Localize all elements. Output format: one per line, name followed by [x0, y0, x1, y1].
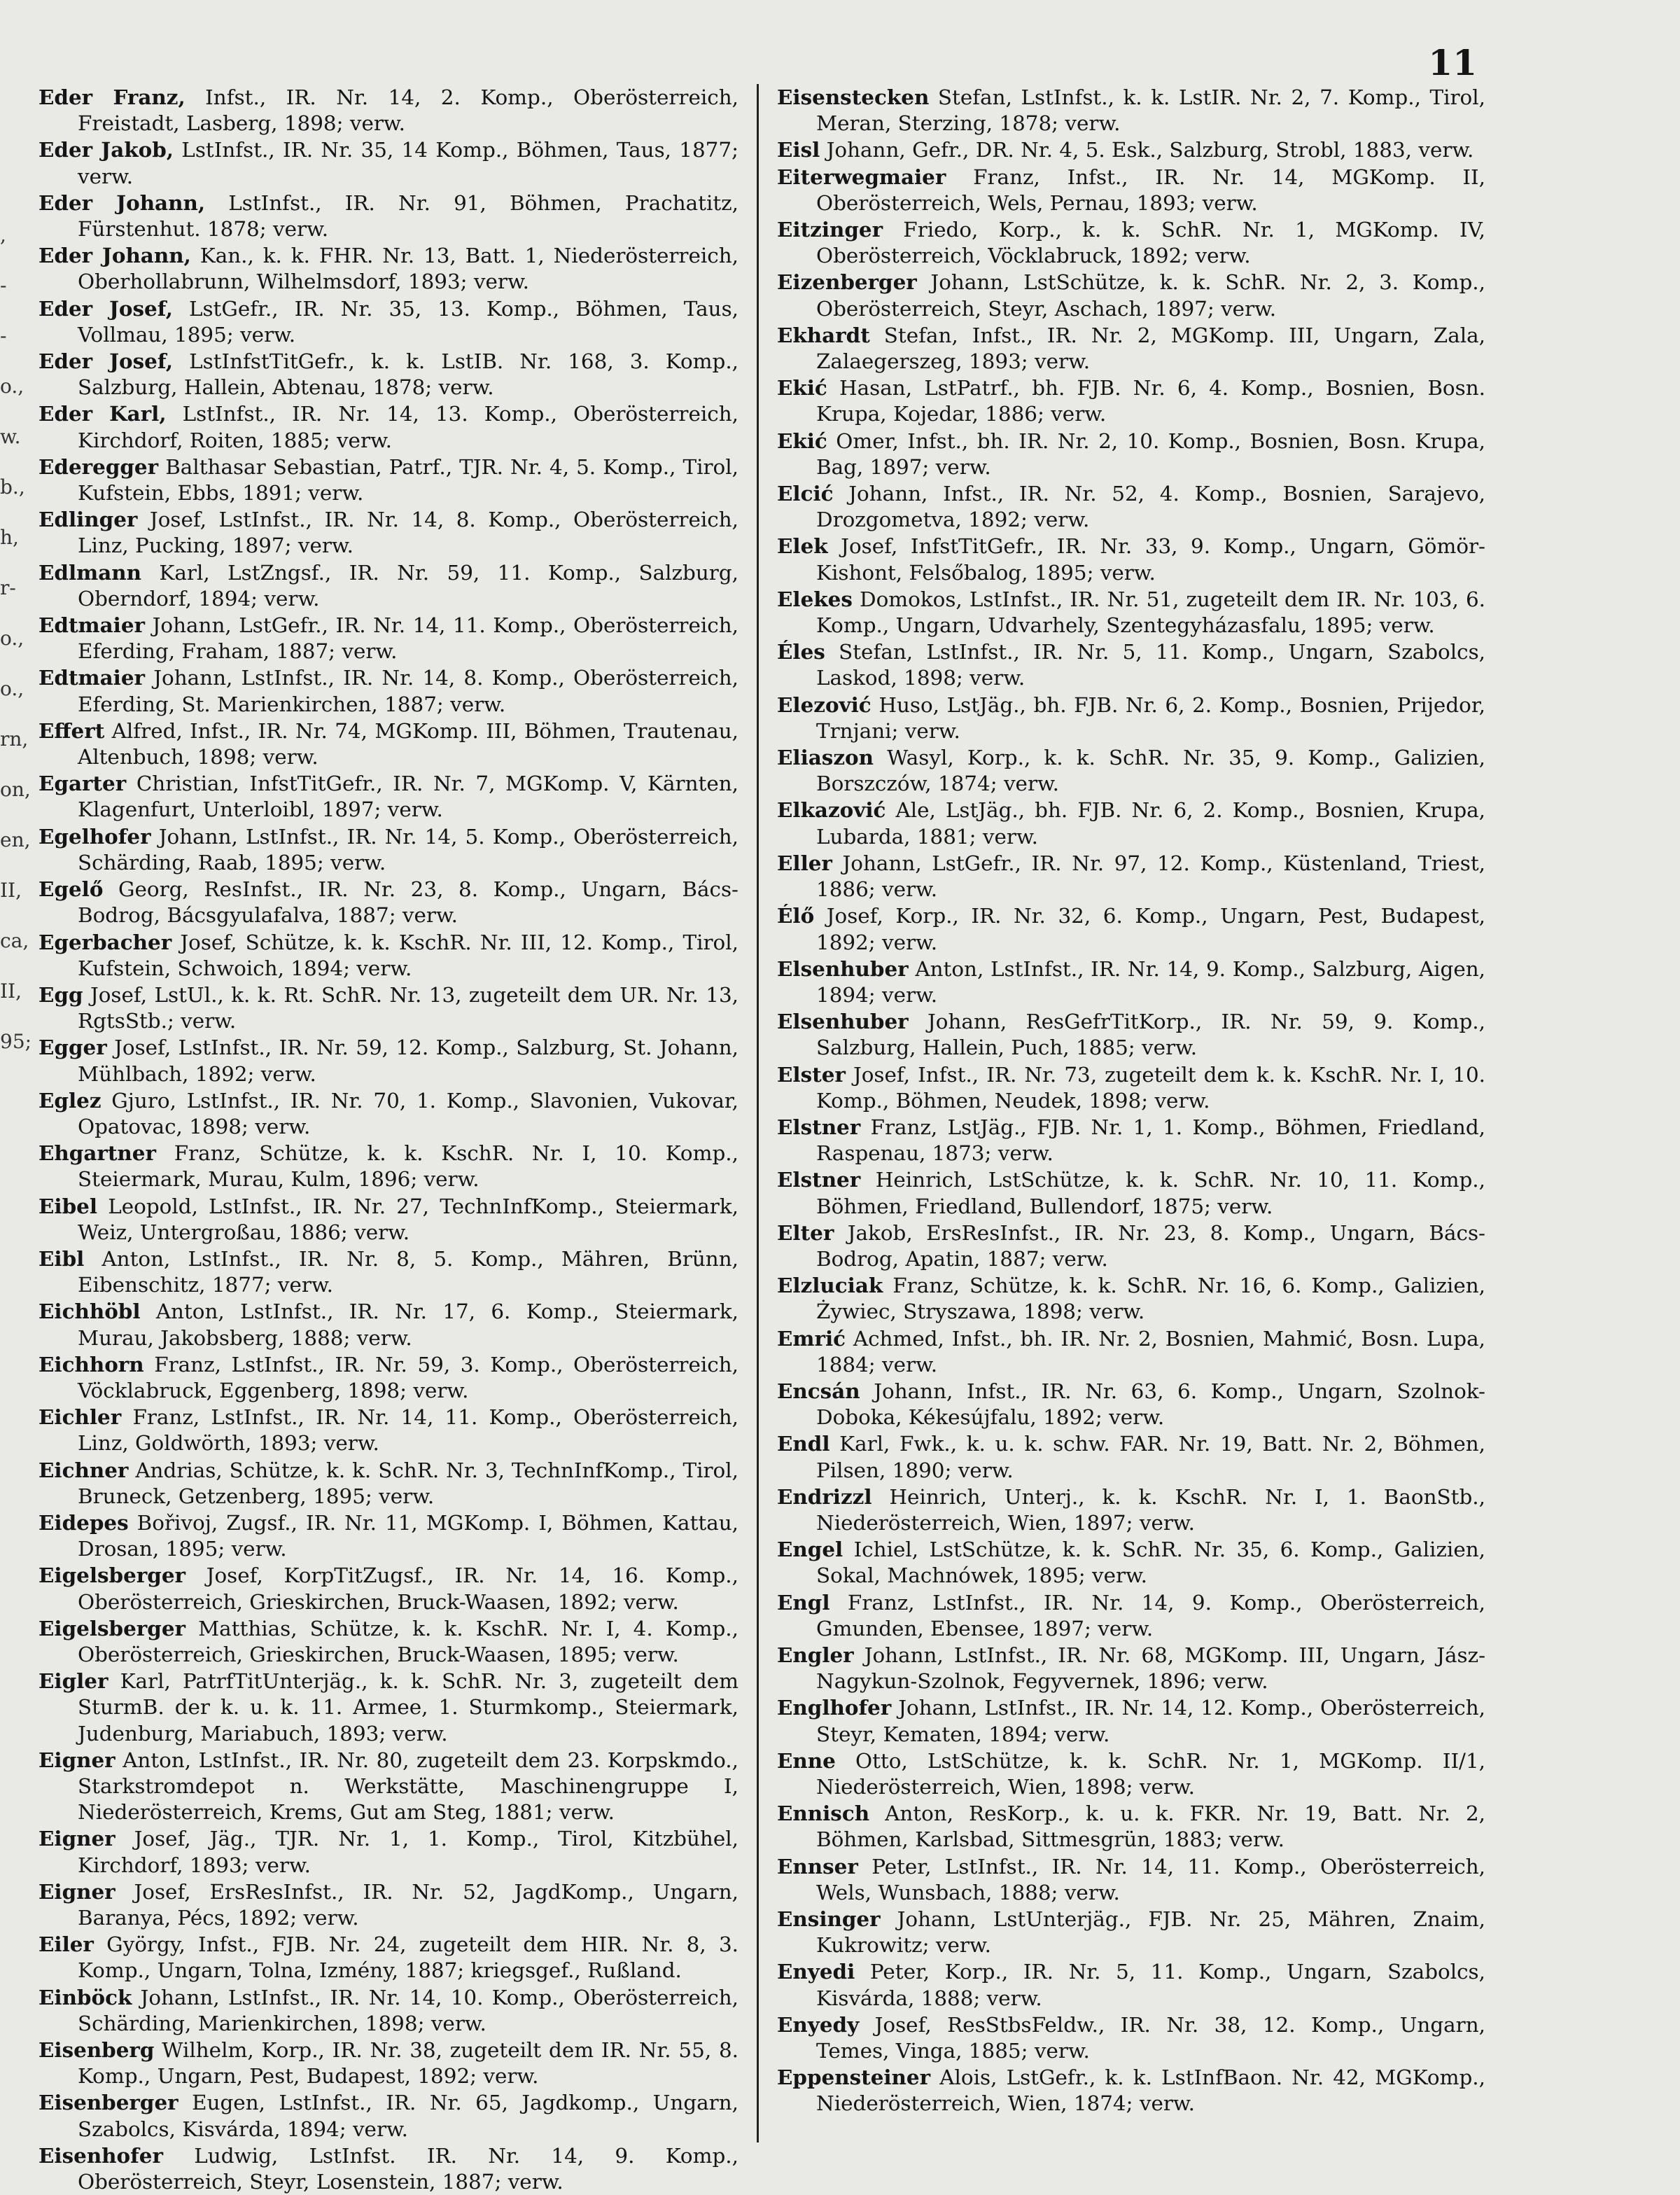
- page-number: 11: [1428, 42, 1477, 83]
- entry-details: Ludwig, LstInfst. IR. Nr. 14, 9. Komp., Oberösterreich, Steyr, Losenstein, 1887; verw.: [78, 2143, 738, 2194]
- entry-surname: Effert: [38, 718, 105, 743]
- edge-mark: rn,: [0, 727, 29, 751]
- register-entry: [777, 533, 1485, 585]
- entry-details: Wasyl, Korp., k. k. SchR. Nr. 35, 9. Komp., Galizien, Borszczów, 1874; verw.: [816, 746, 1485, 796]
- register-entry: [38, 823, 738, 876]
- entry-details: LstGefr., IR. Nr. 35, 13. Komp., Böhmen, Taus, Vollmau, 1895; verw.: [78, 296, 738, 347]
- register-entry: [777, 480, 1485, 533]
- entry-surname: Egerbacher: [38, 929, 172, 954]
- entry-details: Johann, LstInfst., IR. Nr. 68, MGKomp. III, Ungarn, Jász-Nagykun-Szolnok, Fegyvernek, 1896; verw.: [816, 1643, 1485, 1694]
- register-entry: [777, 216, 1485, 269]
- entry-surname: Eiler: [38, 1932, 94, 1957]
- register-entry: [777, 586, 1485, 639]
- register-entry: [38, 1457, 738, 1510]
- register-entry: [777, 1378, 1485, 1430]
- entry-details: Josef, KorpTitZugsf., IR. Nr. 14, 16. Komp., Oberösterreich, Grieskirchen, Bruck-Waasen, 1892; verw.: [78, 1563, 738, 1614]
- register-entry: [38, 718, 738, 770]
- register-entry: [38, 348, 738, 400]
- register-entry: [38, 1087, 738, 1140]
- entry-details: Christian, InfstTitGefr., IR. Nr. 7, MGKomp. V, Kärnten, Klagenfurt, Unterloibl, 1897; verw.: [78, 772, 738, 822]
- entry-surname: Elzluciak: [777, 1273, 883, 1298]
- entry-details: Friedo, Korp., k. k. SchR. Nr. 1, MGKomp. IV, Oberösterreich, Vöcklabruck, 1892; verw.: [816, 218, 1485, 268]
- register-entry: [38, 1747, 738, 1826]
- entry-surname: Eder Josef,: [38, 295, 173, 321]
- entry-surname: Eichner: [38, 1457, 129, 1482]
- entry-surname: Elster: [777, 1061, 846, 1087]
- entry-surname: Ekić: [777, 375, 827, 400]
- entry-details: Alois, LstGefr., k. k. LstInfBaon. Nr. 42, MGKomp., Niederösterreich, Wien, 1874; verw.: [816, 2065, 1485, 2116]
- register-entry: [777, 1694, 1485, 1747]
- entry-surname: Elezović: [777, 692, 872, 717]
- register-entry: [777, 164, 1485, 216]
- register-entry: [38, 982, 738, 1034]
- entry-surname: Eller: [777, 850, 832, 875]
- entry-details: Stefan, Infst., IR. Nr. 2, MGKomp. III, Ungarn, Zala, Zalaegerszeg, 1893; verw.: [816, 323, 1485, 374]
- entry-surname: Engler: [777, 1642, 854, 1667]
- register-entry: [777, 692, 1485, 744]
- entry-surname: Enyedy: [777, 2012, 860, 2037]
- entry-details: Josef, Infst., IR. Nr. 73, zugeteilt dem k. k. KschR. Nr. I, 10. Komp., Böhmen, Neudek, 1898; verw.: [816, 1062, 1485, 1113]
- entry-surname: Engel: [777, 1537, 844, 1562]
- entry-surname: Englhofer: [777, 1695, 892, 1720]
- entry-surname: Eichler: [38, 1405, 122, 1430]
- entry-surname: Eigelsberger: [38, 1615, 186, 1640]
- entry-details: Andrias, Schütze, k. k. SchR. Nr. 3, TechnInfKomp., Tirol, Bruneck, Getzenberg, 1895; verw.: [78, 1458, 738, 1508]
- register-entry: [777, 797, 1485, 849]
- entry-surname: Engl: [777, 1589, 830, 1615]
- entry-details: Johann, LstInfst., IR. Nr. 14, 8. Komp., Oberösterreich, Eferding, St. Marienkirchen, 1887; verw.: [78, 666, 738, 716]
- entry-details: Johann, ResGefrTitKorp., IR. Nr. 59, 9. Komp., Salzburg, Hallein, Puch, 1885; verw.: [816, 1010, 1485, 1060]
- entry-surname: Eiterwegmaier: [777, 164, 946, 189]
- register-entry: [777, 1114, 1485, 1166]
- entry-surname: Eigelsberger: [38, 1563, 186, 1588]
- register-entry: [38, 1615, 738, 1668]
- entry-surname: Eigler: [38, 1668, 108, 1694]
- register-entry: [777, 956, 1485, 1008]
- entry-details: Johann, LstGefr., IR. Nr. 14, 11. Komp., Oberösterreich, Eferding, Fraham, 1887; verw.: [78, 613, 738, 664]
- entry-details: Eugen, LstInfst., IR. Nr. 65, Jagdkomp., Ungarn, Szabolcs, Kisvárda, 1894; verw.: [78, 2091, 738, 2141]
- register-entry: [777, 1484, 1485, 1536]
- edge-mark: w.: [0, 425, 21, 448]
- entry-surname: Eisenberger: [38, 2090, 178, 2115]
- entry-surname: Elsenhuber: [777, 956, 909, 981]
- register-entry: [38, 1351, 738, 1404]
- register-entry: [38, 1668, 738, 1747]
- entry-details: Johann, LstUnterjäg., FJB. Nr. 25, Mähren, Znaim, Kukrowitz; verw.: [816, 1907, 1485, 1958]
- entry-details: LstInfstTitGefr., k. k. LstIB. Nr. 168, 3. Komp., Salzburg, Hallein, Abtenau, 1878; verw.: [78, 349, 739, 400]
- register-entry: [777, 1008, 1485, 1061]
- entry-surname: Ennisch: [777, 1801, 870, 1826]
- entry-surname: Ekić: [777, 428, 827, 453]
- entry-surname: Edlinger: [38, 507, 138, 532]
- entry-surname: Eigner: [38, 1747, 115, 1772]
- register-entry: [777, 1220, 1485, 1272]
- entry-details: Franz, Schütze, k. k. KschR. Nr. I, 10. Komp., Steiermark, Murau, Kulm, 1896; verw.: [78, 1141, 738, 1192]
- entry-details: Karl, LstZngsf., IR. Nr. 59, 11. Komp., Salzburg, Oberndorf, 1894; verw.: [78, 560, 738, 611]
- register-entry: [777, 850, 1485, 903]
- edge-mark: 95;: [0, 1030, 32, 1053]
- entry-details: Alfred, Infst., IR. Nr. 74, MGKomp. III, Böhmen, Trautenau, Altenbuch, 1898; verw.: [78, 718, 738, 769]
- edge-mark: II,: [0, 980, 22, 1003]
- register-entry: [777, 322, 1485, 375]
- entry-surname: Eder Johann,: [38, 243, 191, 268]
- entry-details: Huso, LstJäg., bh. FJB. Nr. 6, 2. Komp., Bosnien, Prijedor, Trnjani; verw.: [816, 692, 1485, 743]
- entry-surname: Eliaszon: [777, 745, 874, 770]
- entry-details: Johann, LstInfst., IR. Nr. 14, 12. Komp., Oberösterreich, Steyr, Kematen, 1894; verw.: [816, 1696, 1485, 1746]
- entry-details: Johann, Gefr., DR. Nr. 4, 5. Esk., Salzburg, Strobl, 1883, verw.: [820, 138, 1474, 162]
- edge-mark: ,: [0, 223, 6, 246]
- edge-mark: b.,: [0, 475, 25, 499]
- register-entry: [38, 1510, 738, 1562]
- entry-details: Georg, ResInfst., IR. Nr. 23, 8. Komp., Ungarn, Bács-Bodrog, Bácsgyulafalva, 1887; verw.: [78, 877, 738, 928]
- entry-surname: Enyedi: [777, 1959, 855, 1984]
- entry-details: Josef, LstUl., k. k. Rt. SchR. Nr. 13, zugeteilt dem UR. Nr. 13, RgtsStb.; verw.: [78, 982, 738, 1033]
- register-entry: [777, 428, 1485, 480]
- entry-details: Josef, LstInfst., IR. Nr. 14, 8. Komp., Oberösterreich, Linz, Pucking, 1897; verw.: [78, 508, 738, 558]
- entry-surname: Ennser: [777, 1853, 858, 1879]
- register-entry: [38, 190, 738, 242]
- entry-details: Franz, LstInfst., IR. Nr. 14, 9. Komp., Oberösterreich, Gmunden, Ebensee, 1897; verw.: [816, 1590, 1485, 1640]
- entry-details: Franz, LstJäg., FJB. Nr. 1, 1. Komp., Böhmen, Friedland, Raspenau, 1873; verw.: [816, 1115, 1485, 1166]
- entry-details: Heinrich, Unterj., k. k. KschR. Nr. I, 1. BaonStb., Niederösterreich, Wien, 1897; verw.: [816, 1484, 1485, 1535]
- entry-details: Johann, Infst., IR. Nr. 63, 6. Komp., Ungarn, Szolnok-Doboka, Kékesújfalu, 1892; verw.: [816, 1379, 1485, 1430]
- register-entry: [38, 612, 738, 664]
- entry-surname: Edtmaier: [38, 613, 146, 638]
- entry-surname: Elek: [777, 534, 828, 559]
- register-entry: [777, 2012, 1485, 2064]
- entry-surname: Elstner: [777, 1167, 861, 1192]
- register-entry: [38, 1825, 738, 1878]
- entry-details: LstInfst., IR. Nr. 14, 13. Komp., Oberösterreich, Kirchdorf, Roiten, 1885; verw.: [78, 402, 738, 452]
- entry-surname: Eppensteiner: [777, 2065, 931, 2090]
- register-entry: [38, 559, 738, 612]
- entry-details: Josef, ErsResInfst., IR. Nr. 52, JagdKomp., Ungarn, Baranya, Pécs, 1892; verw.: [78, 1879, 738, 1930]
- entry-details: Stefan, LstInfst., IR. Nr. 5, 11. Komp., Ungarn, Szabolcs, Laskod, 1898; verw.: [816, 640, 1485, 690]
- register-entry: [777, 1748, 1485, 1800]
- entry-details: Anton, LstInfst., IR. Nr. 8, 5. Komp., Mähren, Brünn, Eibenschitz, 1877; verw.: [78, 1246, 738, 1297]
- entry-details: Josef, Schütze, k. k. KschR. Nr. III, 12. Komp., Tirol, Kufstein, Schwoich, 1894; verw.: [78, 930, 738, 980]
- entry-details: Otto, LstSchütze, k. k. SchR. Nr. 1, MGKomp. II/1, Niederösterreich, Wien, 1898; verw.: [816, 1748, 1485, 1799]
- entry-surname: Ekhardt: [777, 322, 870, 347]
- entry-surname: Eder Jakob,: [38, 137, 174, 162]
- entry-surname: Elkazović: [777, 797, 886, 823]
- register-entry: [38, 1246, 738, 1298]
- entry-surname: Eizenberger: [777, 270, 917, 295]
- register-entry: [777, 1272, 1485, 1325]
- entry-surname: Egger: [38, 1035, 107, 1060]
- register-entry: [777, 269, 1485, 321]
- entry-surname: Eisenhofer: [38, 2142, 163, 2168]
- entry-surname: Ehgartner: [38, 1141, 156, 1166]
- register-entry: [38, 454, 738, 506]
- entry-details: Anton, LstInfst., IR. Nr. 14, 9. Komp., Salzburg, Aigen, 1894; verw.: [816, 956, 1485, 1007]
- entry-surname: Enne: [777, 1748, 836, 1773]
- edge-mark: -: [0, 324, 7, 347]
- entry-details: Johann, LstInfst., IR. Nr. 14, 5. Komp., Oberösterreich, Schärding, Raab, 1895; verw.: [78, 824, 738, 874]
- entry-details: Ale, LstJäg., bh. FJB. Nr. 6, 2. Komp., Bosnien, Krupa, Lubarda, 1881; verw.: [816, 798, 1485, 849]
- edge-mark: o.,: [0, 375, 24, 398]
- register-entry: [38, 1034, 738, 1087]
- entry-surname: Elekes: [777, 586, 853, 611]
- entry-details: Josef, Korp., IR. Nr. 32, 6. Komp., Ungarn, Pest, Budapest, 1892; verw.: [814, 904, 1485, 954]
- entry-surname: Eisenberg: [38, 2037, 155, 2063]
- register-entry: [38, 295, 738, 348]
- entry-surname: Ederegger: [38, 454, 159, 479]
- entry-surname: Eder Karl,: [38, 401, 167, 426]
- register-entry: [38, 2037, 738, 2089]
- register-entry: [38, 1404, 738, 1456]
- entry-details: Balthasar Sebastian, Patrf., TJR. Nr. 4, 5. Komp., Tirol, Kufstein, Ebbs, 1891; verw.: [78, 454, 738, 506]
- edge-mark: on,: [0, 778, 31, 801]
- register-entry: [777, 1906, 1485, 1958]
- edge-mark: ca,: [0, 929, 29, 952]
- entry-surname: Einböck: [38, 1984, 132, 2009]
- left-column: [38, 84, 738, 2195]
- entry-surname: Endrizzl: [777, 1484, 872, 1509]
- edge-mark: o.,: [0, 627, 24, 650]
- register-entry: [777, 1430, 1485, 1483]
- entry-details: Josef, LstInfst., IR. Nr. 59, 12. Komp., Salzburg, St. Johann, Mühlbach, 1892; verw.: [78, 1036, 738, 1086]
- entry-surname: Elter: [777, 1220, 834, 1245]
- entry-surname: Ensinger: [777, 1907, 881, 1932]
- entry-surname: Eidepes: [38, 1510, 129, 1535]
- register-entry: [38, 929, 738, 982]
- entry-surname: Egelő: [38, 877, 104, 902]
- register-entry: [38, 506, 738, 559]
- entry-surname: Éles: [777, 639, 825, 664]
- register-entry: [38, 1562, 738, 1615]
- entry-details: Peter, LstInfst., IR. Nr. 14, 11. Komp., Oberösterreich, Wels, Wunsbach, 1888; verw.: [816, 1854, 1485, 1904]
- edge-mark: r-: [0, 576, 16, 599]
- entry-surname: Eisl: [777, 137, 820, 162]
- register-entry: [38, 1931, 738, 1984]
- register-entry: [777, 84, 1485, 137]
- entry-surname: Eichhöbl: [38, 1299, 141, 1324]
- register-entry: [777, 2064, 1485, 2117]
- column-divider: [757, 84, 759, 2142]
- register-entry: [38, 770, 738, 823]
- register-entry: [38, 137, 738, 189]
- entry-details: Leopold, LstInfst., IR. Nr. 27, TechnInfKomp., Steiermark, Weiz, Untergroßau, 1886; verw.: [78, 1194, 738, 1244]
- entry-surname: Encsán: [777, 1378, 860, 1403]
- entry-details: Karl, PatrfTitUnterjäg., k. k. SchR. Nr. 3, zugeteilt dem SturmB. der k. u. k. 11. Armee, 1. Sturmkomp., Steiermark, Judenburg, Mariabuch, 1893; verw.: [78, 1669, 738, 1745]
- entry-details: Johann, LstSchütze, k. k. SchR. Nr. 2, 3. Komp., Oberösterreich, Steyr, Aschach, 1897; verw.: [816, 270, 1485, 321]
- entry-details: LstInfst., IR. Nr. 91, Böhmen, Prachatitz, Fürstenhut. 1878; verw.: [78, 190, 738, 242]
- entry-details: Josef, InfstTitGefr., IR. Nr. 33, 9. Komp., Ungarn, Gömör-Kishont, Felsőbalog, 1895; verw.: [816, 534, 1485, 585]
- entry-surname: Elcić: [777, 481, 834, 506]
- entry-surname: Edlmann: [38, 559, 141, 585]
- edge-mark: en,: [0, 828, 31, 851]
- entry-details: Jakob, ErsResInfst., IR. Nr. 23, 8. Komp., Ungarn, Bács-Bodrog, Apatin, 1887; verw.: [816, 1220, 1485, 1271]
- entry-surname: Endl: [777, 1431, 830, 1456]
- entry-surname: Élő: [777, 903, 815, 928]
- entry-surname: Eisenstecken: [777, 85, 930, 109]
- entry-details: Franz, Infst., IR. Nr. 14, MGKomp. II, Oberösterreich, Wels, Pernau, 1893; verw.: [816, 165, 1485, 215]
- register-entry: [777, 1589, 1485, 1642]
- entry-details: Omer, Infst., bh. IR. Nr. 2, 10. Komp., Bosnien, Bosn. Krupa, Bag, 1897; verw.: [816, 428, 1485, 479]
- register-entry: [38, 242, 738, 295]
- entry-surname: Eichhorn: [38, 1351, 144, 1377]
- register-entry: [777, 375, 1485, 427]
- register-entry: [777, 1853, 1485, 1906]
- entry-details: Anton, LstInfst., IR. Nr. 17, 6. Komp., Steiermark, Murau, Jakobsberg, 1888; verw.: [78, 1299, 738, 1350]
- entry-surname: Elstner: [777, 1114, 861, 1139]
- register-entry: [38, 400, 738, 453]
- entry-details: Anton, ResKorp., k. u. k. FKR. Nr. 19, Batt. Nr. 2, Böhmen, Karlsbad, Sittmesgrün, 1883; verw.: [816, 1802, 1485, 1852]
- left-edge-fragments: [0, 210, 32, 2100]
- register-entry: [777, 1958, 1485, 2011]
- register-entry: [777, 1166, 1485, 1219]
- register-entry: [777, 1325, 1485, 1378]
- entry-surname: Eibl: [38, 1246, 85, 1271]
- entry-details: György, Infst., FJB. Nr. 24, zugeteilt dem HIR. Nr. 8, 3. Komp., Ungarn, Tolna, Izmény, 1887; kriegsgef., Rußland.: [78, 1932, 738, 1983]
- entry-surname: Elsenhuber: [777, 1009, 909, 1034]
- entry-surname: Eder Johann,: [38, 190, 206, 215]
- register-entry: [38, 2089, 738, 2142]
- register-entry: [38, 1984, 738, 2037]
- entry-details: Stefan, LstInfst., k. k. LstIR. Nr. 2, 7. Komp., Tirol, Meran, Sterzing, 1878; verw.: [816, 85, 1485, 136]
- right-column: [777, 84, 1485, 2117]
- entry-surname: Egarter: [38, 771, 127, 796]
- entry-details: Ichiel, LstSchütze, k. k. SchR. Nr. 35, 6. Komp., Galizien, Sokal, Machnówek, 1895; verw.: [816, 1538, 1485, 1588]
- entry-details: Hasan, LstPatrf., bh. FJB. Nr. 6, 4. Komp., Bosnien, Bosn. Krupa, Kojedar, 1886; verw.: [816, 376, 1485, 426]
- entry-surname: Eitzinger: [777, 217, 883, 242]
- entry-details: Domokos, LstInfst., IR. Nr. 51, zugeteilt dem IR. Nr. 103, 6. Komp., Ungarn, Udvarhely, Szentegyházasfalu, 1895; verw.: [816, 587, 1485, 638]
- entry-details: Anton, LstInfst., IR. Nr. 80, zugeteilt dem 23. Korpskmdo., Starkstromdepot n. Werkstätte, Maschinengruppe I, Niederösterreich, Krems, Gut am Steg, 1881; verw.: [78, 1748, 738, 1825]
- entry-details: Johann, LstGefr., IR. Nr. 97, 12. Komp., Küstenland, Triest, 1886; verw.: [816, 851, 1485, 902]
- register-entry: [777, 903, 1485, 955]
- register-entry: [38, 84, 738, 137]
- entry-surname: Eibel: [38, 1193, 97, 1218]
- entry-details: Heinrich, LstSchütze, k. k. SchR. Nr. 10, 11. Komp., Böhmen, Friedland, Bullendorf, 1875; verw.: [816, 1168, 1485, 1218]
- entry-details: Peter, Korp., IR. Nr. 5, 11. Komp., Ungarn, Szabolcs, Kisvárda, 1888; verw.: [816, 1960, 1485, 2010]
- register-entry: [38, 664, 738, 717]
- edge-mark: h,: [0, 526, 19, 549]
- register-entry: [38, 1879, 738, 1931]
- register-entry: [38, 2142, 738, 2195]
- entry-details: Kan., k. k. FHR. Nr. 13, Batt. 1, Niederösterreich, Oberhollabrunn, Wilhelmsdorf, 1893; verw.: [78, 244, 738, 294]
- register-entry: [777, 1536, 1485, 1589]
- entry-details: Infst., IR. Nr. 14, 2. Komp., Oberösterreich, Freistadt, Lasberg, 1898; verw.: [78, 85, 738, 136]
- entry-details: LstInfst., IR. Nr. 35, 14 Komp., Böhmen, Taus, 1877; verw.: [78, 138, 738, 188]
- entry-details: Wilhelm, Korp., IR. Nr. 38, zugeteilt dem IR. Nr. 55, 8. Komp., Ungarn, Pest, Budapest, 1892; verw.: [78, 2038, 738, 2089]
- register-entry: [777, 1061, 1485, 1114]
- edge-mark: o.,: [0, 677, 24, 700]
- entry-details: Matthias, Schütze, k. k. KschR. Nr. I, 4. Komp., Oberösterreich, Grieskirchen, Bruck-Waasen, 1895; verw.: [78, 1616, 738, 1666]
- entry-surname: Edtmaier: [38, 665, 146, 690]
- register-entry: [38, 1298, 738, 1351]
- register-entry: [777, 639, 1485, 691]
- register-entry: [777, 1642, 1485, 1694]
- register-entry: [777, 137, 1485, 163]
- entry-surname: Eigner: [38, 1826, 115, 1851]
- entry-surname: Eder Josef,: [38, 349, 174, 374]
- entry-surname: Eglez: [38, 1087, 102, 1113]
- entry-surname: Eder Franz,: [38, 85, 186, 109]
- edge-mark: II,: [0, 879, 22, 902]
- entry-surname: Egelhofer: [38, 823, 151, 849]
- entry-surname: Emrić: [777, 1325, 846, 1351]
- entry-details: Gjuro, LstInfst., IR. Nr. 70, 1. Komp., Slavonien, Vukovar, Opatovac, 1898; verw.: [78, 1088, 738, 1138]
- register-entry: [777, 744, 1485, 797]
- edge-mark: -: [0, 274, 7, 297]
- entry-surname: Eigner: [38, 1879, 115, 1904]
- register-entry: [38, 1193, 738, 1246]
- entry-details: Karl, Fwk., k. u. k. schw. FAR. Nr. 19, Batt. Nr. 2, Böhmen, Pilsen, 1890; verw.: [816, 1432, 1485, 1482]
- register-entry: [777, 1800, 1485, 1853]
- entry-details: Franz, LstInfst., IR. Nr. 14, 11. Komp., Oberösterreich, Linz, Goldwörth, 1893; verw.: [78, 1405, 738, 1456]
- register-entry: [38, 876, 738, 928]
- register-entry: [38, 1140, 738, 1192]
- entry-details: Achmed, Infst., bh. IR. Nr. 2, Bosnien, Mahmić, Bosn. Lupa, 1884; verw.: [816, 1326, 1485, 1377]
- entry-details: Josef, ResStbsFeldw., IR. Nr. 38, 12. Komp., Ungarn, Temes, Vinga, 1885; verw.: [816, 2012, 1485, 2063]
- entry-details: Josef, Jäg., TJR. Nr. 1, 1. Komp., Tirol, Kitzbühel, Kirchdorf, 1893; verw.: [78, 1827, 738, 1877]
- entry-surname: Egg: [38, 982, 83, 1007]
- entry-details: Johann, LstInfst., IR. Nr. 14, 10. Komp., Oberösterreich, Schärding, Marienkirchen, 1898; verw.: [78, 1985, 738, 2035]
- entry-details: Franz, Schütze, k. k. SchR. Nr. 16, 6. Komp., Galizien, Żywiec, Stryszawa, 1898; verw.: [816, 1274, 1485, 1324]
- entry-details: Bořivoj, Zugsf., IR. Nr. 11, MGKomp. I, Böhmen, Kattau, Drosan, 1895; verw.: [78, 1510, 738, 1561]
- entry-details: Franz, LstInfst., IR. Nr. 59, 3. Komp., Oberösterreich, Vöcklabruck, Eggenberg, 1898; verw.: [78, 1352, 738, 1402]
- entry-details: Johann, Infst., IR. Nr. 52, 4. Komp., Bosnien, Sarajevo, Drozgometva, 1892; verw.: [816, 482, 1485, 532]
